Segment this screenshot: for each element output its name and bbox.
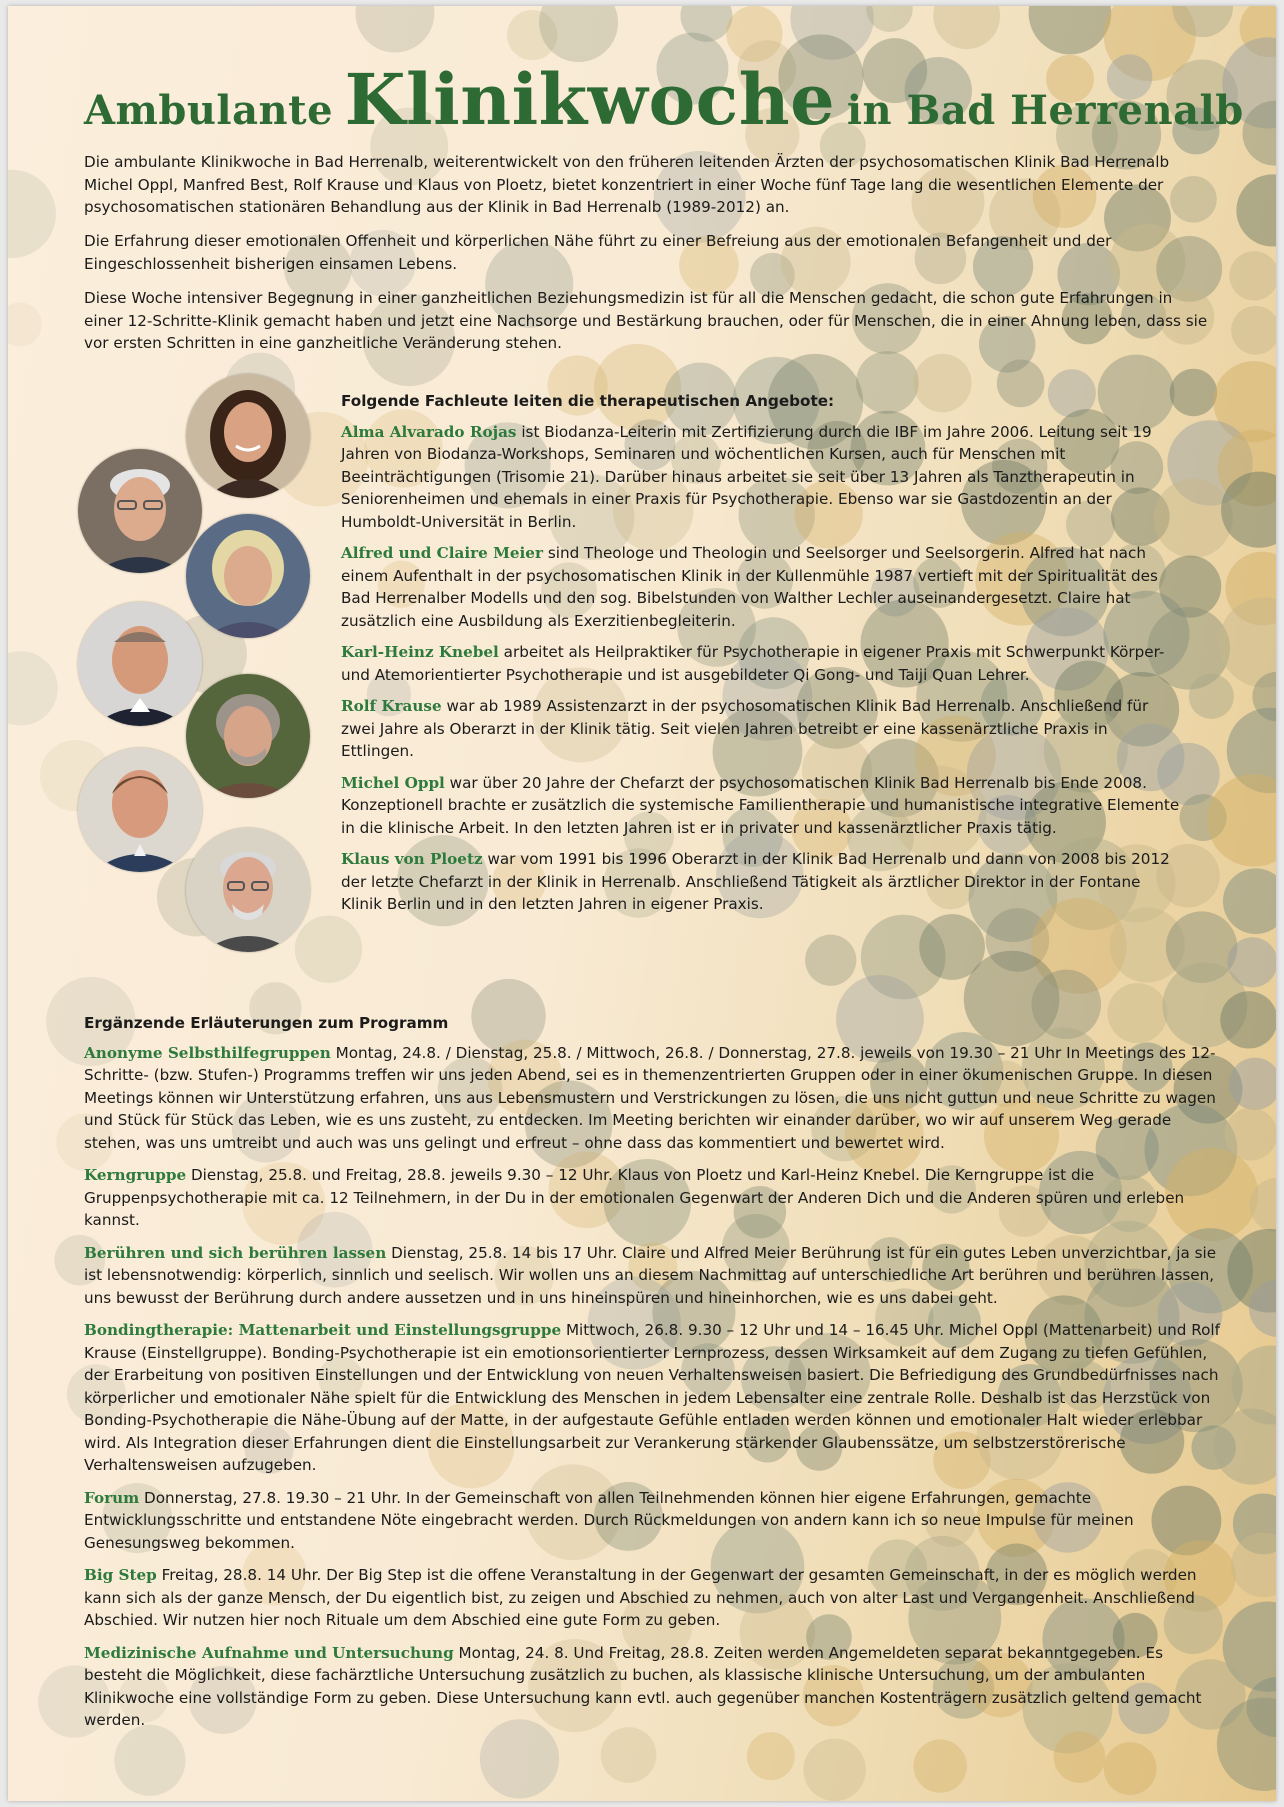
staff-text: ist Biodanza-Leiterin mit Zertifizierung durch die IBF im Jahre 2006. Leitung seit 19 Jahren von Biodanza-Workshops, Seminaren und wöchentlichen Kursen, auch für Menschen mit Beeinträchtigungen (Trisomie 21). Darüber hinaus arbeitet sie seit über 13 Jahren als Tanztherapeutin in Seniorenheimen und ehemals in einer Praxis für Psychotherapie. Ebenso war sie Gastdozentin an der Humboldt-Universität in Berlin. [341, 422, 1152, 531]
program-item [84, 1642, 1224, 1732]
intro-paragraph-2: Die Erfahrung dieser emotionalen Offenheit und körperlichen Nähe führt zu einer Befreiung aus der emotionalen Befangenheit und der Eingeschlossenheit bisherigen einsamen Lebens. [84, 232, 1112, 273]
program-item-title: Bondingtherapie: Mattenarbeit und Einstellungsgruppe [84, 1321, 562, 1339]
program-item-title: Anonyme Selbsthilfegruppen [84, 1043, 331, 1062]
staff-heading: Folgende Fachleute leiten die therapeutischen Angebote: [341, 392, 835, 410]
staff-item [341, 695, 1181, 763]
staff-name: Klaus von Ploetz [341, 850, 483, 868]
staff-text: war vom 1991 bis 1996 Oberarzt in der Klinik Bad Herrenalb und dann von 2008 bis 2012 der letzte Chefarzt in der Klinik in Herrenalb. Anschließend Tätigkeit als ärztlicher Direktor in der Fontane Klinik Berlin und in den letzten Jahren in eigener Praxis. [341, 850, 1170, 913]
program-item [84, 1242, 1224, 1310]
program-item [84, 1564, 1224, 1632]
program-item [84, 1319, 1224, 1477]
portrait-photo-alfred [78, 449, 202, 573]
portrait-photo-michel [78, 748, 202, 872]
staff-name: Karl-Heinz Knebel [341, 643, 499, 661]
program-item-title: Kerngruppe [84, 1166, 187, 1184]
flyer-page [8, 6, 1276, 1801]
staff-name: Alfred und Claire Meier [341, 544, 543, 562]
title-part-1: Ambulante [84, 87, 334, 134]
staff-item [341, 848, 1181, 916]
intro-paragraph-3: Diese Woche intensiver Begegnung in einer ganzheitlichen Beziehungsmedizin ist für all die Menschen gedacht, die schon gute Erfahrungen in einer 12-Schritte-Klinik gemacht haben und jetzt eine Nachsorge und Bestärkung brauchen, oder für Menschen, die in einer Ahnung leben, dass sie vor ersten Schritten in eine ganzheitliche Veränderung stehen. [84, 289, 1208, 352]
staff-name: Rolf Krause [341, 697, 442, 715]
program-item-text: Donnerstag, 27.8. 19.30 – 21 Uhr. In der Gemeinschaft von allen Teilnehmenden können hier eigene Erfahrungen, gemachte Entwicklungsschritte und entstandene Nöte eingebracht werden. Durch Rückmeldungen von andern kann ich so neue Impulse für meinen Genesungsweg bekommen. [84, 1488, 1134, 1552]
staff-text: war über 20 Jahre der Chefarzt der psychosomatischen Klinik Bad Herrenalb bis Ende 2008. Konzeptionell brachte er zusätzlich die systemische Familientherapie und humanistische integrative Elemente in die klinische Arbeit. In den letzten Jahren ist er in privater und kassenärztlicher Praxis tätig. [341, 773, 1180, 837]
intro-paragraph-1: Die ambulante Klinikwoche in Bad Herrenalb, weiterentwickelt von den früheren leitenden Ärzten der psychosomatischen Klinik Bad Herrenalb Michel Oppl, Manfred Best, Rolf Krause und Klaus von Ploetz, bietet konzentriert in einer Woche fünf Tage lang die wesentlichen Elemente der psychosomatischen stationären Behandlung aus der Klinik in Bad Herrenalb (1989-2012) an. [84, 153, 1170, 216]
staff-item [341, 421, 1181, 534]
program-item-text: Dienstag, 25.8. und Freitag, 28.8. jeweils 9.30 – 12 Uhr. Klaus von Ploetz und Karl-Heinz Knebel. Die Kerngruppe ist die Gruppenpsychotherapie mit ca. 12 Teilnehmern, in der Du in der emotionalen Gegenwart der Anderen Dich und die Anderen spüren und erleben kannst. [84, 1166, 1185, 1229]
program-section [84, 1012, 1224, 1742]
program-item-text: Dienstag, 25.8. 14 bis 17 Uhr. Claire und Alfred Meier Berührung ist für ein gutes Leben unverzichtbar, ja sie ist lebensnotwendig: körperlich, sinnlich und seelisch. Wir wollen uns an diesem Nachmittag auf unterschiedliche Art berühren und berühren lassen, uns bewusst der Berührung durch andere aussetzen und in uns hineinspüren und hineinhorchen, wie es uns dabei geht. [84, 1243, 1217, 1307]
program-item-title: Berühren und sich berühren lassen [84, 1243, 387, 1262]
program-item-text: Montag, 24. 8. Und Freitag, 28.8. Zeiten werden Angemeldeten separat bekanntgegeben. Es besteht die Möglichkeit, diese fachärztliche Untersuchung zusätzlich zu buchen, als klassische klinische Untersuchung, um der ambulanten Klinikwoche eine vollständige Form zu geben. Diese Untersuchung kann evtl. auch gegenüber manchen Kostenträgern zusätzlich geltend gemacht werden. [84, 1643, 1202, 1729]
program-item-title: Big Step [84, 1566, 157, 1584]
title-part-3: in Bad Herrenalb [846, 87, 1244, 134]
staff-item [341, 641, 1181, 686]
staff-text: war ab 1989 Assistenzarzt in der psychosomatischen Klinik Bad Herrenalb. Anschließend für zwei Jahre als Oberarzt in der Klinik tätig. Seit vielen Jahren betreibt er eine kassenärztliche Praxis in Ettlingen. [341, 697, 1149, 760]
program-item-text: Freitag, 28.8. 14 Uhr. Der Big Step ist die offene Veranstaltung in der Gegenwart der gesamten Gemeinschaft, in der es möglich werden kann sich als der ganze Mensch, der Du eigentlich bist, zu zeigen und Abschied zu nehmen, auch von alter Last und Vergangenheit. Anschließend Abschied. Wir nutzen hier noch Rituale um dem Abschied eine gute Form zu geben. [84, 1566, 1197, 1629]
staff-section [341, 390, 1181, 925]
portrait-photo-claire [186, 514, 310, 638]
program-item [84, 1164, 1224, 1232]
portrait-photo-alma [186, 374, 310, 498]
portrait-photo-karl-heinz [78, 602, 202, 726]
page-title [84, 58, 1244, 141]
program-item-title: Forum [84, 1488, 140, 1507]
program-heading: Ergänzende Erläuterungen zum Programm [84, 1014, 449, 1032]
program-item-text: Montag, 24.8. / Dienstag, 25.8. / Mittwoch, 26.8. / Donnerstag, 27.8. jeweils von 19.30 – 21 Uhr In Meetings des 12-Schritte- (bzw. Stufen-) Programms treffen wir uns jeden Abend, sei es in themenzentrierten Gruppen oder in einer ökumenischen Gruppe. In diesen Meetings können wir Unterstützung erfahren, uns aus Lebensmustern und Verstrickungen zu lösen, die uns nicht guttun und neue Schritte zu wagen und Stück für Stück das Leben, wie es uns zusteht, zu entdecken. Im Meeting berichten wir einander darüber, wo wir auf unserem Weg gerade stehen, was uns umtreibt und auch was uns gelingt und erfreut – ohne dass das kommentiert und bewertet wird. [84, 1043, 1216, 1152]
portrait-photo-rolf [186, 674, 310, 798]
program-item [84, 1042, 1224, 1155]
staff-name: Michel Oppl [341, 773, 445, 792]
portrait-photo-klaus [186, 828, 310, 952]
staff-text: arbeitet als Heilpraktiker für Psychotherapie in eigener Praxis mit Schwerpunkt Körper- und Atemorientierter Psychotherapie und ist ausgebildeter Qi Gong- und Taiji Quan Lehrer. [341, 643, 1165, 684]
staff-name: Alma Alvarado Rojas [341, 422, 517, 441]
program-item [84, 1487, 1224, 1555]
staff-item [341, 772, 1181, 840]
staff-item [341, 542, 1181, 632]
title-part-2: Klinikwoche [344, 58, 836, 141]
staff-text: sind Theologe und Theologin und Seelsorger und Seelsorgerin. Alfred hat nach einem Aufenthalt in der psychosomatischen Klinik in der Kullenmühle 1987 vertieft mit der Spiritualität des Bad Herrenalber Modells und den sog. Bibelstunden von Walther Lechler auseinandergesetzt. Claire hat zusätzlich eine Ausbildung als Exerzitienbegleiterin. [341, 544, 1158, 630]
program-item-title: Medizinische Aufnahme und Untersuchung [84, 1643, 454, 1662]
program-item-text: Mittwoch, 26.8. 9.30 – 12 Uhr und 14 – 16.45 Uhr. Michel Oppl (Mattenarbeit) und Rolf Krause (Einstellgruppe). Bonding-Psychotherapie ist ein emotionsorientierter Lernprozess, dessen Wirksamkeit auf dem Zugang zu tiefen Gefühlen, der Erarbeitung von positiven Einstellungen und der Entwicklung von neuen Verhaltensweisen basiert. Die Befriedigung des Grundbedürfnisses nach körperlicher und emotionaler Nähe spielt für die Entwicklung des Menschen in jedem Lebensalter eine zentrale Rolle. Deshalb ist das Herzstück von Bonding-Psychotherapie die Nähe-Übung auf der Matte, in der aufgestaute Gefühle entladen werden können und emotionaler Halt wieder erlebbar wird. Als Integration dieser Erfahrungen dient die Einstellungsarbeit zur Verankerung stärkender Glaubenssätze, um selbstzerstörerische Verhaltensweisen aufzugeben. [84, 1321, 1220, 1474]
